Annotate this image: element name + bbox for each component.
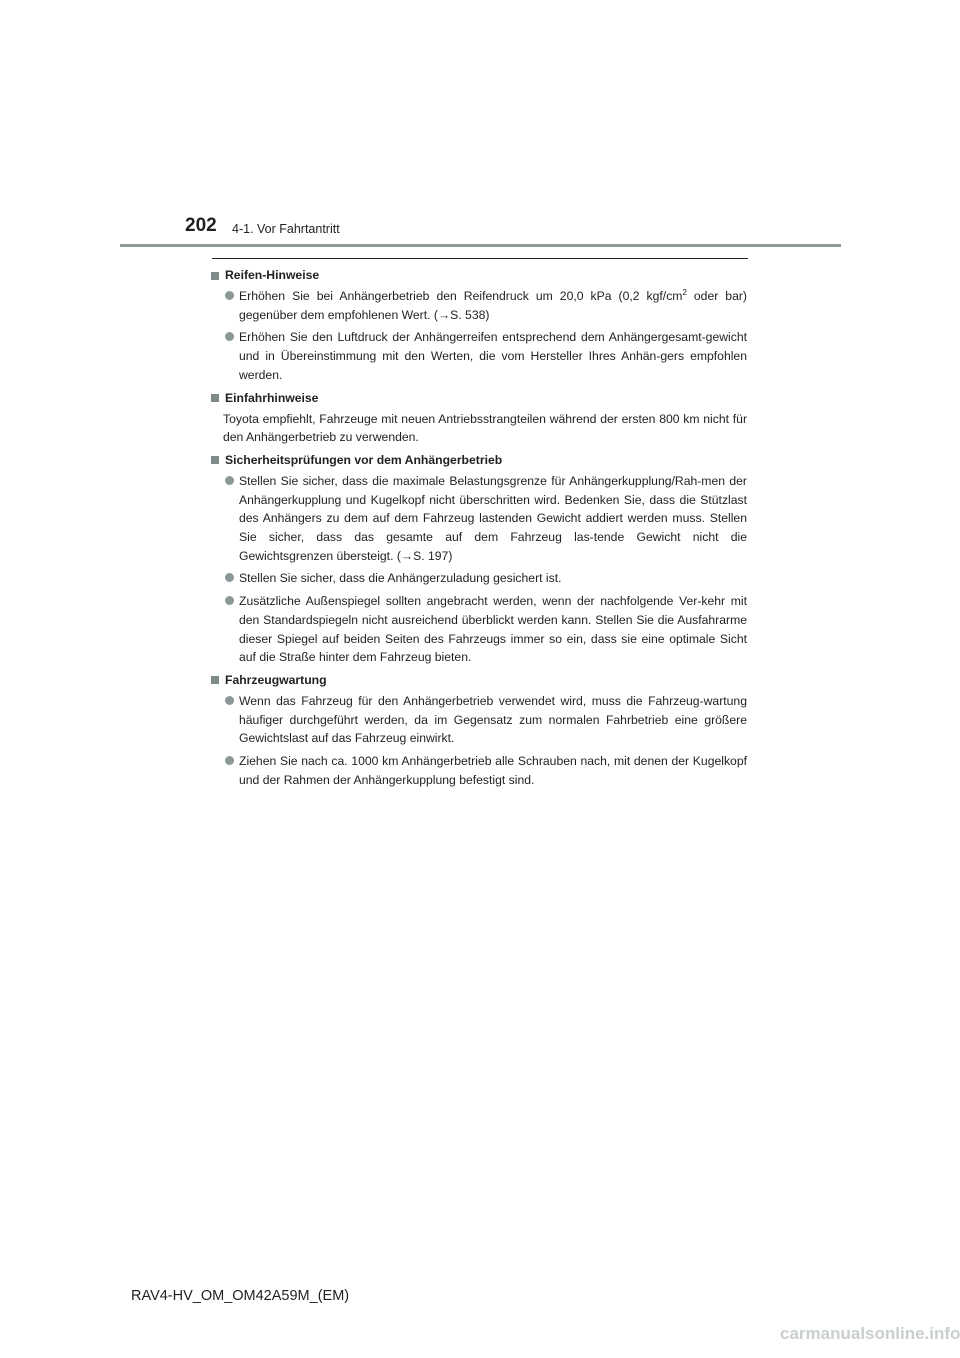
square-bullet-icon [211, 676, 219, 684]
list-item-text-part: oder bar) gegenüber dem empfohlenen Wert. (→S. 538) [239, 289, 747, 322]
section-maintenance [211, 671, 749, 790]
list-item [211, 472, 749, 566]
round-bullet-icon [225, 696, 234, 705]
round-bullet-icon [225, 291, 234, 300]
section-heading [211, 451, 749, 470]
section-safety-checks [211, 451, 749, 667]
square-bullet-icon [211, 394, 219, 402]
round-bullet-icon [225, 332, 234, 341]
list-item [211, 569, 749, 588]
list-item [211, 592, 749, 667]
round-bullet-icon [225, 756, 234, 765]
square-bullet-icon [211, 456, 219, 464]
page-number: 202 [185, 215, 217, 236]
list-item [211, 287, 749, 324]
superscript: 2 [682, 287, 687, 297]
list-item-text-part: Erhöhen Sie bei Anhängerbetrieb den Reifendruck um 20,0 kPa (0,2 kgf/cm [239, 289, 683, 303]
watermark: carmanualsonline.info [780, 1324, 960, 1343]
page-header [0, 0, 960, 250]
section-heading-text: Einfahrhinweise [225, 390, 319, 405]
list-item [211, 328, 749, 384]
list-item-text [239, 287, 747, 324]
document-code: RAV4-HV_OM_OM42A59M_(EM) [131, 1288, 350, 1304]
list-item [211, 692, 749, 748]
section-heading [211, 389, 749, 408]
list-item-text: Ziehen Sie nach ca. 1000 km Anhängerbetrieb alle Schrauben nach, mit denen der Kugelkopf und der Rahmen der Anhängerkupplung befestigt sind. [239, 754, 747, 787]
list-item-text: Wenn das Fahrzeug für den Anhängerbetrieb verwendet wird, muss die Fahrzeug-wartung häufiger durchgeführt werden, da im Gegensatz zum normalen Fahrbetrieb eine größere Gewichtslast auf das Fahrzeug einwirkt. [239, 693, 747, 746]
content-rule [212, 258, 748, 259]
list-item [211, 752, 749, 789]
header-rule [120, 244, 841, 247]
section-break-in [211, 389, 749, 447]
section-heading-text: Fahrzeugwartung [225, 673, 327, 688]
section-heading-text: Sicherheitsprüfungen vor dem Anhängerbetrieb [225, 453, 503, 468]
section-heading [211, 671, 749, 690]
section-heading [211, 266, 749, 285]
list-item-text: Zusätzliche Außenspiegel sollten angebracht werden, wenn der nachfolgende Ver-kehr mit den Standardspiegeln nicht ausreichend überblickt werden kann. Stellen Sie die Ausfahrarme dieser Spiegel auf beiden Seiten des Fahrzeugs immer so ein, dass sie eine optimale Sicht auf die Straße hinter dem Fahrzeug bieten. [239, 594, 747, 665]
square-bullet-icon [211, 272, 219, 280]
list-item-text: Erhöhen Sie den Luftdruck der Anhängerreifen entsprechend dem Anhängergesamt-gewicht und in Übereinstimmung mit den Werten, die vom Hersteller Ihres Anhän-gers empfohlen werden. [239, 330, 747, 382]
round-bullet-icon [225, 476, 234, 485]
section-title: 4-1. Vor Fahrtantritt [232, 222, 340, 236]
list-item-text: Stellen Sie sicher, dass die Anhängerzuladung gesichert ist. [239, 571, 562, 586]
page-content [211, 266, 749, 793]
section-tires [211, 266, 749, 385]
section-heading-text: Reifen-Hinweise [225, 268, 320, 283]
round-bullet-icon [225, 573, 234, 582]
list-item-text: Stellen Sie sicher, dass die maximale Belastungsgrenze für Anhängerkupplung/Rah-men der Anhängerkupplung und Kugelkopf nicht überschritten wird. Bedenken Sie, dass die Stützlast des Anhängers zu dem auf dem Fahrzeug lastenden Gewicht addiert werden muss. Stellen Sie sicher, dass das gesamte auf dem Fahrzeug las-tende Gewicht nicht die Gewichtsgrenzen übersteigt. (→S. 197) [239, 473, 747, 563]
paragraph: Toyota empfiehlt, Fahrzeuge mit neuen Antriebsstrangteilen während der ersten 800 km nicht für den Anhängerbetrieb zu verwenden. [223, 411, 747, 445]
round-bullet-icon [225, 596, 234, 605]
